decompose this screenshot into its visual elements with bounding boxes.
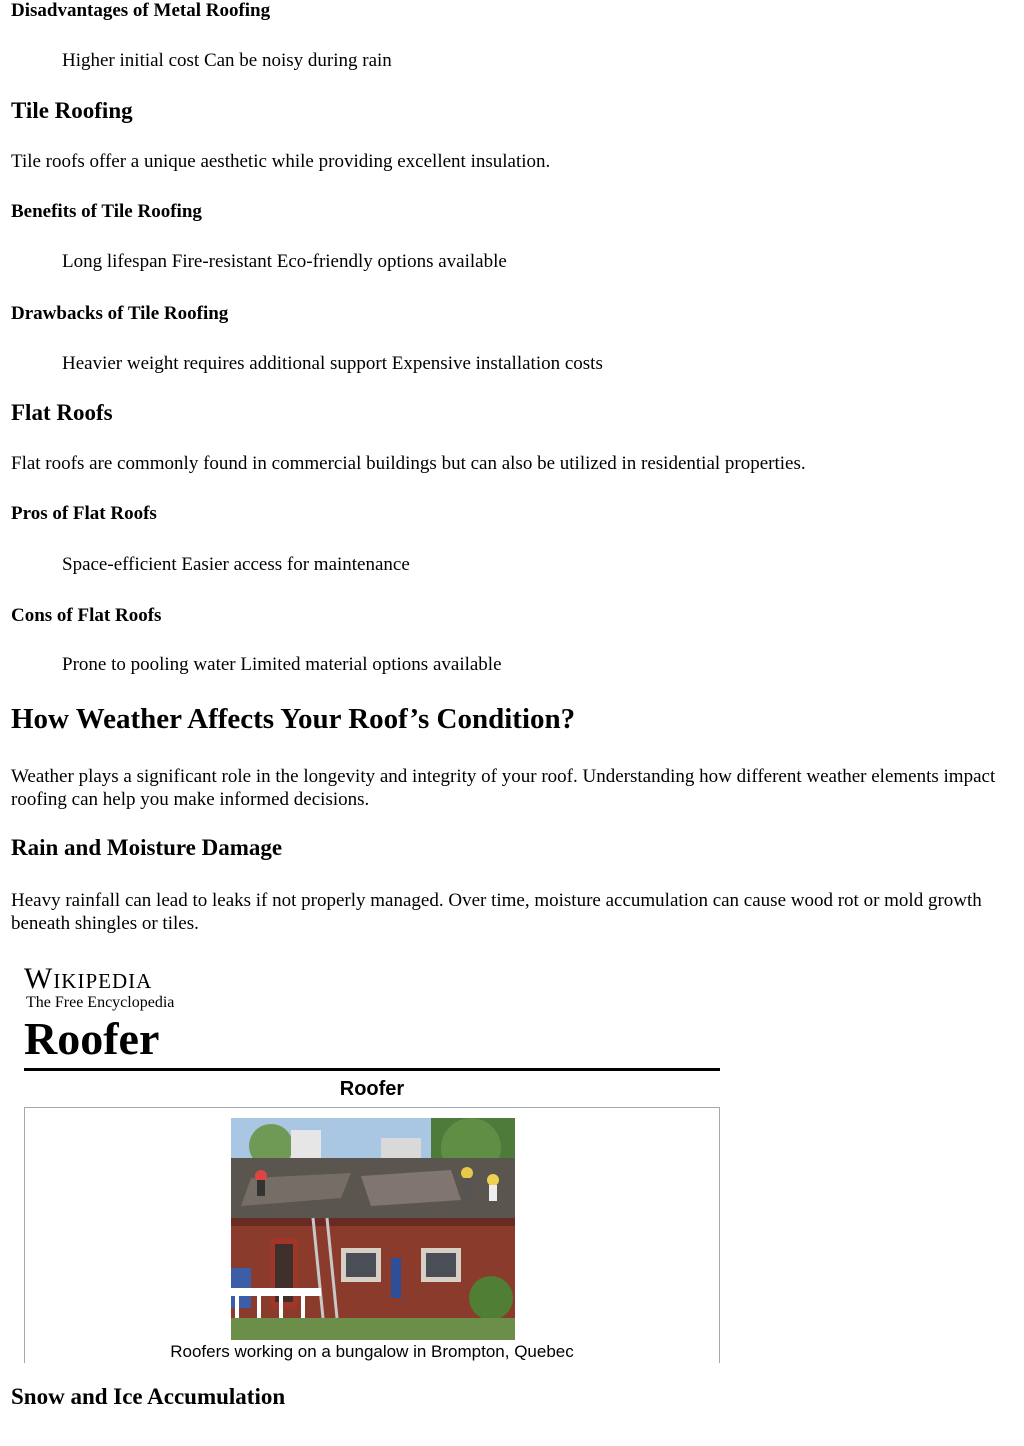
rain-text: Heavy rainfall can lead to leaks if not properly managed. Over time, moisture accumulation can cause wood rot or mold growth beneath shingles or tiles.: [11, 890, 982, 934]
rain-heading: Rain and Moisture Damage: [11, 835, 283, 860]
tile-roofing-heading: Tile Roofing: [11, 98, 133, 123]
tile-benefits-heading: Benefits of Tile Roofing: [11, 201, 202, 222]
wikipedia-tagline: The Free Encyclopedia: [26, 994, 175, 1011]
flat-roofs-heading: Flat Roofs: [11, 400, 113, 425]
wiki-article-title: Roofer: [24, 1013, 160, 1064]
roofers-photo-illustration: [231, 1118, 515, 1340]
infobox: [24, 1107, 720, 1363]
metal-disadvantages-heading: Disadvantages of Metal Roofing: [11, 0, 271, 21]
flat-pros-heading: Pros of Flat Roofs: [11, 503, 157, 524]
flat-cons-heading: Cons of Flat Roofs: [11, 605, 162, 626]
tile-benefits-list: Long lifespan Fire-resistant Eco-friendly options available: [62, 251, 507, 272]
wikipedia-wordmark: Wikipedia: [24, 962, 153, 995]
roofers-photo: [231, 1118, 515, 1340]
tile-drawbacks-list: Heavier weight requires additional support Expensive installation costs: [62, 353, 603, 374]
flat-cons-list: Prone to pooling water Limited material options available: [62, 654, 502, 675]
infobox-caption: Roofer: [339, 1078, 405, 1100]
title-divider: [24, 1068, 720, 1071]
snow-heading: Snow and Ice Accumulation: [11, 1384, 286, 1409]
flat-pros-list: Space-efficient Easier access for maintenance: [62, 554, 410, 575]
tile-roofing-intro: Tile roofs offer a unique aesthetic while providing excellent insulation.: [11, 151, 551, 172]
tile-drawbacks-heading: Drawbacks of Tile Roofing: [11, 303, 229, 324]
metal-disadvantages-list: Higher initial cost Can be noisy during rain: [62, 50, 392, 71]
flat-roofs-intro: Flat roofs are commonly found in commercial buildings but can also be utilized in residential properties.: [11, 453, 806, 474]
weather-intro: Weather plays a significant role in the longevity and integrity of your roof. Understanding how different weather elements impact roofing can help you make informed decisions.: [11, 766, 996, 810]
wikipedia-embed: [24, 960, 720, 1362]
image-caption: Roofers working on a bungalow in Brompton, Quebec: [170, 1342, 574, 1361]
weather-heading: How Weather Affects Your Roof’s Condition?: [11, 703, 576, 735]
